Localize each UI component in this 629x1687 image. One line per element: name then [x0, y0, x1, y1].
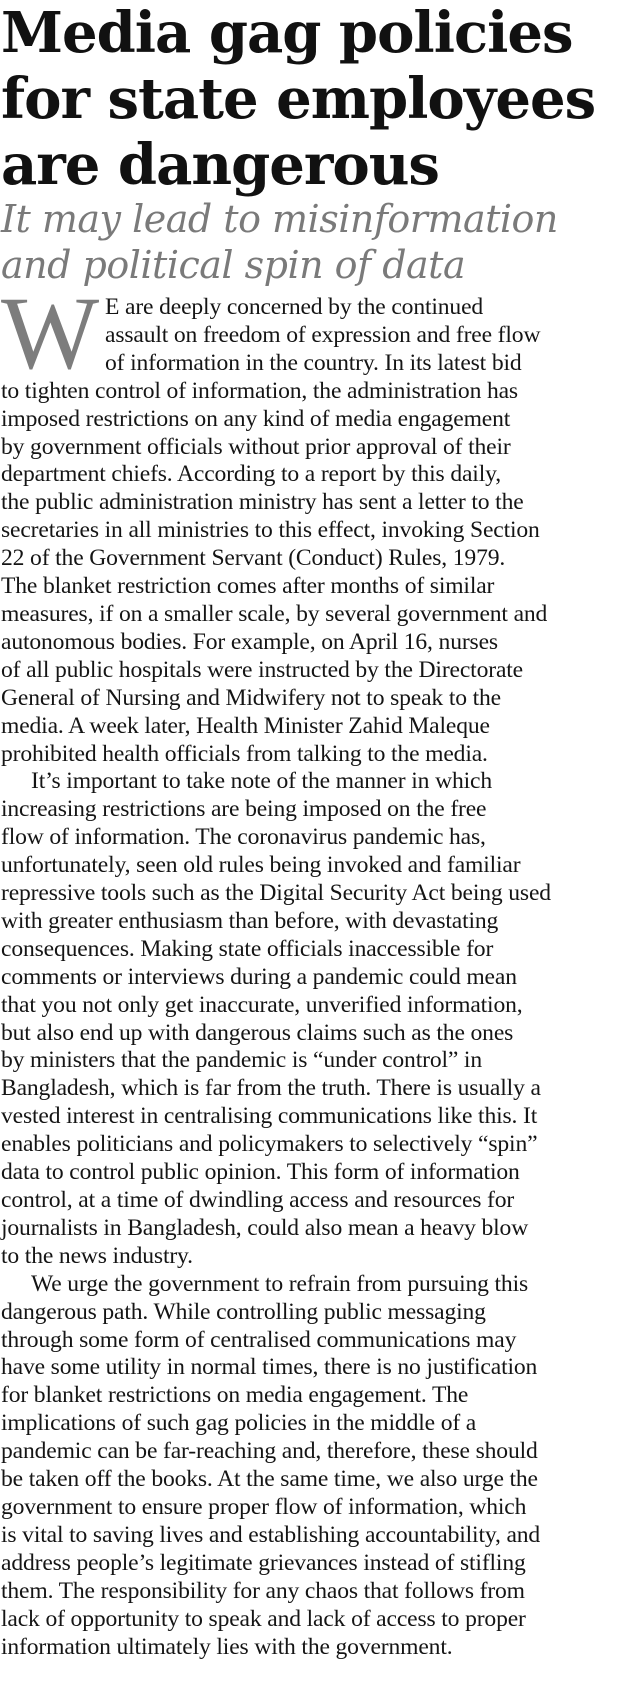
body-line: implications of such gag policies in the middle of a	[1, 1410, 477, 1437]
body-line: imposed restrictions on any kind of media engagement	[1, 405, 511, 432]
body-line: measures, if on a smaller scale, by several government and	[1, 600, 548, 627]
body-line: have some utility in normal times, there is no justification	[1, 1354, 538, 1381]
body-line: prohibited health officials from talking to the media.	[1, 740, 488, 767]
body-line: lack of opportunity to speak and lack of access to proper	[1, 1605, 526, 1632]
body-line: journalists in Bangladesh, could also mean a heavy blow	[1, 1214, 529, 1241]
body-line: assault on freedom of expression and free flow	[105, 321, 541, 348]
paragraph-2	[1, 768, 629, 1270]
body-line: unfortunately, seen old rules being invoked and familiar	[1, 852, 521, 879]
body-line: them. The responsibility for any chaos that follows from	[1, 1577, 525, 1604]
body-line: to tighten control of information, the administration has	[1, 377, 518, 404]
body-line: autonomous bodies. For example, on April 16, nurses	[1, 628, 498, 655]
paragraph-1	[1, 276, 629, 768]
body-line: secretaries in all ministries to this effect, invoking Section	[1, 517, 540, 544]
body-line: for blanket restrictions on media engagement. The	[1, 1382, 469, 1409]
body-line: consequences. Making state officials inaccessible for	[1, 935, 494, 962]
paragraph-lines	[1, 768, 629, 1270]
body-line: department chiefs. According to a report by this daily,	[1, 461, 501, 488]
body-line: to the news industry.	[1, 1242, 193, 1269]
body-line: by government officials without prior approval of their	[1, 433, 511, 460]
body-line: with greater enthusiasm than before, with devastating	[1, 907, 499, 934]
body-line: General of Nursing and Midwifery not to speak to the	[1, 684, 501, 711]
body-line: of information in the country. In its latest bid	[105, 349, 522, 376]
paragraph-lines	[1, 1271, 629, 1662]
body-line: information ultimately lies with the government.	[1, 1633, 453, 1660]
body-line: address people’s legitimate grievances instead of stifling	[1, 1549, 526, 1576]
body-line: data to control public opinion. This form of information	[1, 1159, 520, 1186]
body-line: The blanket restriction comes after months of similar	[1, 573, 495, 600]
headline-line: Media gag policies	[1, 0, 573, 66]
body-line: We urge the government to refrain from pursuing this	[31, 1270, 528, 1297]
body-line: through some form of centralised communications may	[1, 1326, 517, 1353]
body-line: but also end up with dangerous claims such as the ones	[1, 1019, 514, 1046]
headline-line: for state employees	[1, 66, 596, 132]
body-line: government to ensure proper flow of information, which	[1, 1493, 527, 1520]
subheadline	[0, 196, 629, 288]
body-line: repressive tools such as the Digital Security Act being used	[1, 880, 551, 907]
body-line: enables politicians and policymakers to selectively “spin”	[1, 1131, 538, 1158]
body-line: pandemic can be far-reaching and, therefore, these should	[1, 1438, 538, 1465]
body-line: be taken off the books. At the same time, we also urge the	[1, 1466, 538, 1493]
body-line: E are deeply concerned by the continued	[105, 294, 484, 320]
subheadline-line: and political spin of data	[1, 243, 466, 287]
article-body	[0, 276, 629, 1661]
headline-line: are dangerous	[1, 132, 439, 198]
body-line: vested interest in centralising communications like this. It	[1, 1103, 538, 1130]
body-line: of all public hospitals were instructed by the Directorate	[1, 656, 523, 683]
body-line: Bangladesh, which is far from the truth. There is usually a	[1, 1075, 541, 1102]
body-line: the public administration ministry has sent a letter to the	[1, 489, 524, 516]
body-line: It’s important to take note of the manner in which	[31, 768, 492, 795]
paragraph-3	[1, 1271, 629, 1662]
headline	[0, 0, 629, 198]
subheadline-line: It may lead to misinformation	[1, 197, 558, 241]
body-line: that you not only get inaccurate, unverified information,	[1, 991, 523, 1018]
body-line: increasing restrictions are being imposed on the free	[1, 796, 487, 823]
body-line: dangerous path. While controlling public messaging	[1, 1298, 486, 1325]
body-line: is vital to saving lives and establishing accountability, and	[1, 1521, 541, 1548]
body-line: flow of information. The coronavirus pandemic has,	[1, 824, 486, 851]
body-line: comments or interviews during a pandemic could mean	[1, 963, 517, 990]
body-line: 22 of the Government Servant (Conduct) Rules, 1979.	[1, 545, 506, 572]
drop-cap: W	[1, 276, 100, 391]
body-line: by ministers that the pandemic is “under control” in	[1, 1047, 482, 1074]
body-line: media. A week later, Health Minister Zahid Maleque	[1, 712, 490, 739]
body-line: control, at a time of dwindling access and resources for	[1, 1187, 515, 1213]
